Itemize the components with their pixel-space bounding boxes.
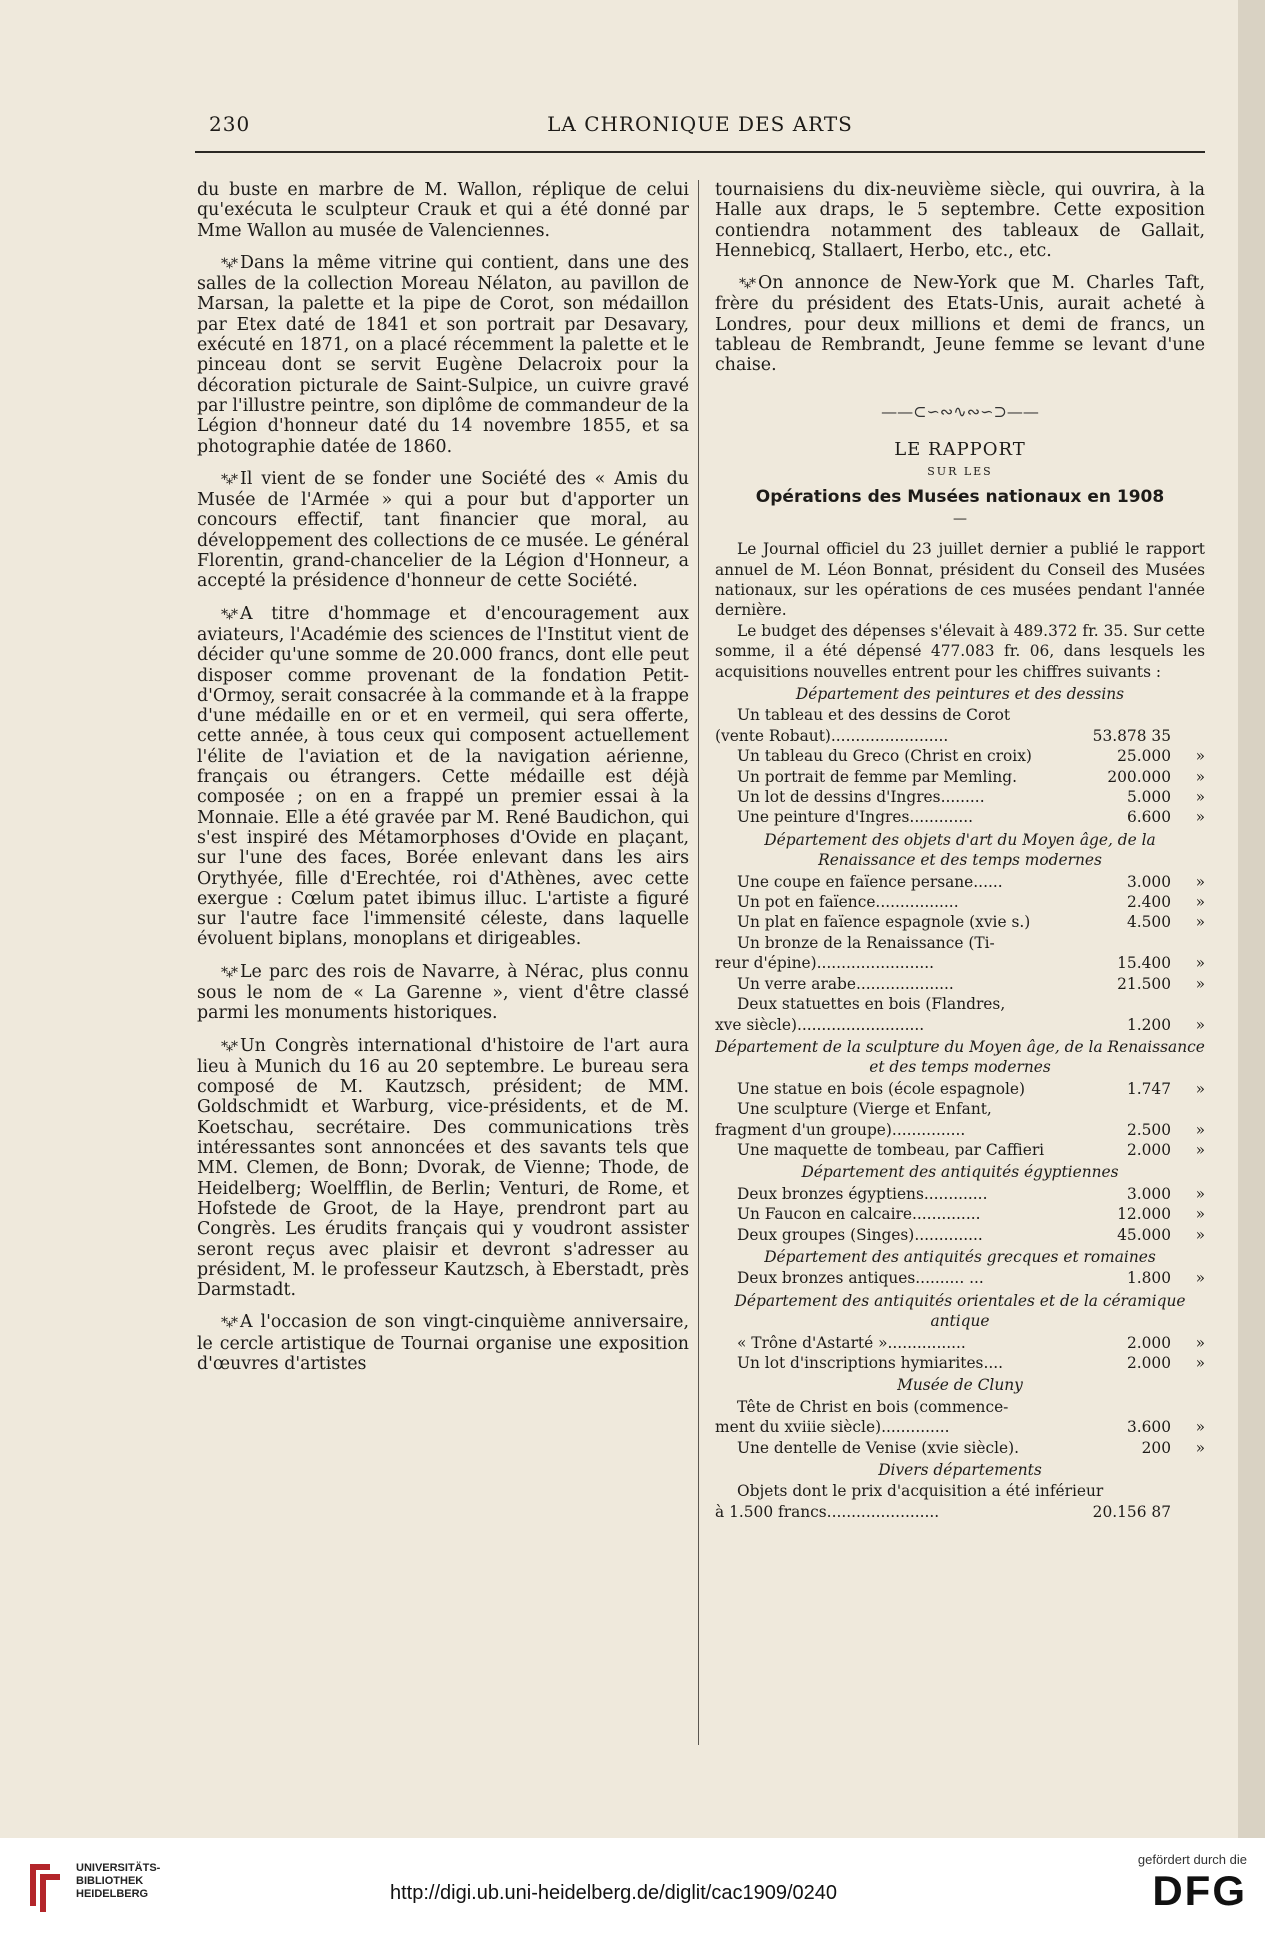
item-mark: » bbox=[1195, 767, 1205, 786]
item-label: fragment d'un groupe)............... bbox=[715, 1120, 966, 1139]
item-label: « Trône d'Astarté »................ bbox=[737, 1333, 966, 1352]
paragraph: *⁎* On annonce de New-York que M. Charles Taft, frère du président des Etats-Unis, aurait acheté à Londres, pour deux millions et demi de francs, un tableau de Rembrandt, Jeune femme se levant d'une chaise. bbox=[715, 273, 1205, 376]
item-mark: » bbox=[1195, 872, 1205, 891]
item-label: Deux bronzes antiques.......... ... bbox=[737, 1269, 984, 1288]
department-heading: Musée de Cluny bbox=[897, 1376, 1023, 1395]
acquisition-item bbox=[715, 1268, 1205, 1288]
paragraph: *⁎* Dans la même vitrine qui contient, dans une des salles de la collection Moreau Nélaton, au pavillon de Marsan, la palette et la pipe de Corot, son médaillon par Etex daté de 1841 et son portrait par Desavary, exécuté en 1871, on a placé récemment la palette et le pinceau dont se servit Eugène Delacroix pour la décoration picturale de Saint-Sulpice, un cuivre gravé par l'illustre peintre, son diplôme de commandeur de la Légion d'honneur daté du 14 novembre 1855, et sa photographie datée de 1860. bbox=[197, 252, 689, 457]
article-subtitle: SUR LES bbox=[927, 465, 993, 479]
item-label: xve siècle).......................... bbox=[715, 1015, 925, 1034]
acquisition-item bbox=[715, 767, 1205, 787]
page-edge bbox=[1238, 0, 1265, 1838]
asterism: *⁎* bbox=[221, 606, 236, 623]
column-separator bbox=[698, 180, 699, 1745]
item-label: Une coupe en faïence persane...... bbox=[737, 872, 1003, 891]
item-label-line: Une sculpture (Vierge et Enfant, bbox=[737, 1100, 992, 1119]
item-value: 3.000 bbox=[1126, 1184, 1171, 1203]
item-label-line: Tête de Christ en bois (commence- bbox=[737, 1397, 1009, 1416]
item-mark: » bbox=[1195, 913, 1205, 932]
item-value: 200 bbox=[1141, 1438, 1171, 1457]
acquisition-item bbox=[715, 994, 1205, 1014]
item-value: 20.156 87 bbox=[1092, 1502, 1171, 1521]
item-value: 5.000 bbox=[1126, 788, 1171, 807]
item-value: 53.878 35 bbox=[1092, 726, 1171, 745]
item-label-line: Un tableau et des dessins de Corot bbox=[737, 706, 1011, 725]
item-mark: » bbox=[1195, 1418, 1205, 1437]
asterism: *⁎* bbox=[221, 1315, 236, 1332]
dfg-wordmark: DFG bbox=[1152, 1867, 1247, 1914]
header-rule bbox=[195, 151, 1205, 153]
item-label: Un lot d'inscriptions hymiarites.... bbox=[737, 1354, 1004, 1372]
acquisition-item bbox=[715, 746, 1205, 766]
acquisition-item-cont bbox=[715, 1417, 1205, 1437]
item-label: reur d'épine)........................ bbox=[715, 954, 935, 973]
item-value: 15.400 bbox=[1117, 954, 1171, 973]
item-value: 1.800 bbox=[1126, 1269, 1171, 1288]
acquisition-item bbox=[715, 1225, 1205, 1245]
acquisition-item-cont bbox=[715, 953, 1205, 973]
item-mark: » bbox=[1195, 1269, 1205, 1288]
acquisition-item bbox=[715, 1397, 1205, 1417]
item-value: 3.000 bbox=[1126, 872, 1171, 891]
item-label: Une dentelle de Venise (xvie siècle). bbox=[737, 1438, 1020, 1457]
asterism: *⁎* bbox=[221, 964, 236, 981]
department-heading: Département des objets d'art du Moyen âge, de la Renaissance et des temps modernes bbox=[764, 830, 1156, 870]
acquisition-item bbox=[715, 1140, 1205, 1160]
item-label: Un tableau du Greco (Christ en croix) bbox=[737, 747, 1032, 766]
paragraph: *⁎* A titre d'hommage et d'encouragement aux aviateurs, l'Académie des sciences de l'Institut vient de décider qu'une somme de 20.000 francs, dont elle peut disposer comme provenant de la fondation Petit-d'Ormoy, serait consacrée à la commande et à la frappe d'une médaille en or et en vermeil, qui sera offerte, cette année, à tous ceux qui composent actuellement l'élite de l'aviation et de la navigation aérienne, français ou étrangers. Cette médaille est déjà composée ; on en a frappé un premier essai à la Monnaie. Elle a été gravée par M. René Baudichon, qui s'est inspiré des Métamorphoses d'Ovide en plaçant, sur l'une des faces, Borée enlevant dans les airs Orythyée, fille d'Erechtée, roi d'Athènes, avec cette exergue : Cœlum patet ibimus illuc. L'artiste a figuré sur l'autre face l'immensité céleste, dans laquelle évoluent biplans, monoplans et dirigeables. bbox=[197, 603, 689, 950]
item-mark: » bbox=[1195, 1120, 1205, 1139]
item-mark: » bbox=[1195, 1333, 1205, 1352]
item-mark: » bbox=[1195, 808, 1205, 827]
department-heading: Divers départements bbox=[878, 1461, 1042, 1480]
item-label-line: Un bronze de la Renaissance (Ti- bbox=[737, 933, 995, 952]
asterism: *⁎* bbox=[221, 255, 236, 272]
item-label: Un Faucon en calcaire.............. bbox=[737, 1205, 981, 1224]
acquisition-item bbox=[715, 872, 1205, 892]
paragraph: *⁎* Il vient de se fonder une Société des « Amis du Musée de l'Armée » qui a pour but d'apporter un concours effectif, tant financier que moral, au développement des collections de ce musée. Le général Florentin, grand-chancelier de la Légion d'Honneur, a accepté la présidence d'honneur de cette Société. bbox=[197, 468, 689, 592]
item-value: 4.500 bbox=[1126, 913, 1171, 932]
item-label: Un plat en faïence espagnole (xvie s.) bbox=[737, 913, 1031, 932]
acquisition-item bbox=[715, 807, 1205, 827]
asterism: *⁎* bbox=[739, 276, 754, 293]
acquisition-item-cont bbox=[715, 1015, 1205, 1035]
left-column bbox=[197, 180, 689, 1386]
item-value: 1.200 bbox=[1126, 1015, 1171, 1034]
item-mark: » bbox=[1195, 747, 1205, 766]
department-heading: Département des antiquités égyptiennes bbox=[801, 1163, 1119, 1182]
funded-by-label: gefördert durch die bbox=[1137, 1852, 1247, 1867]
footer-bar bbox=[0, 1838, 1265, 1937]
university-library-logo bbox=[20, 1856, 170, 1918]
item-mark: » bbox=[1195, 1354, 1205, 1372]
item-mark: » bbox=[1195, 1140, 1205, 1159]
article-title: LE RAPPORT bbox=[894, 438, 1026, 460]
item-label: Une peinture d'Ingres............. bbox=[737, 808, 974, 827]
acquisitions-list bbox=[715, 684, 1205, 1522]
item-mark: » bbox=[1195, 1438, 1205, 1457]
item-value: 2.000 bbox=[1126, 1333, 1171, 1352]
acquisition-item bbox=[715, 787, 1205, 807]
running-header bbox=[195, 112, 1205, 142]
department-heading: Département de la sculpture du Moyen âge, de la Renaissance et des temps modernes bbox=[715, 1037, 1205, 1077]
acquisition-item bbox=[715, 1438, 1205, 1458]
paragraph: *⁎* A l'occasion de son vingt-cinquième anniversaire, le cercle artistique de Tournai organise une exposition d'œuvres d'artistes bbox=[197, 1312, 689, 1375]
page-number: 230 bbox=[209, 112, 251, 136]
item-label: Un verre arabe.................... bbox=[737, 974, 954, 993]
item-mark: » bbox=[1195, 1079, 1205, 1098]
item-label: (vente Robaut)........................ bbox=[715, 726, 949, 745]
acquisition-item bbox=[715, 705, 1205, 725]
item-label: à 1.500 francs....................... bbox=[715, 1502, 940, 1521]
item-label: Une maquette de tombeau, par Caffieri bbox=[737, 1140, 1045, 1159]
item-value: 21.500 bbox=[1117, 974, 1171, 993]
item-mark: » bbox=[1195, 974, 1205, 993]
paragraph: Le Journal officiel du 23 juillet dernier a publié le rapport annuel de M. Léon Bonnat, président du Conseil des Musées nationaux, sur les opérations de ces musées pendant l'année dernière. bbox=[715, 540, 1205, 620]
item-mark: » bbox=[1195, 1015, 1205, 1034]
library-name: UNIVERSITÄTS- BIBLIOTHEK HEIDELBERG bbox=[76, 1862, 161, 1900]
item-label: ment du xviiie siècle).............. bbox=[715, 1418, 950, 1437]
department-heading: Département des peintures et des dessins bbox=[795, 685, 1125, 703]
item-value: 1.747 bbox=[1126, 1079, 1171, 1098]
acquisition-item bbox=[715, 1481, 1205, 1501]
dfg-logo bbox=[1138, 1852, 1247, 1915]
item-value: 2.000 bbox=[1126, 1354, 1171, 1372]
library-mark-icon bbox=[20, 1856, 70, 1916]
acquisition-item-cont bbox=[715, 726, 1205, 746]
item-mark: » bbox=[1195, 788, 1205, 807]
acquisition-item-cont bbox=[715, 1120, 1205, 1140]
department-heading: Département des antiquités grecques et romaines bbox=[764, 1247, 1156, 1266]
item-label-line: Objets dont le prix d'acquisition a été inférieur bbox=[737, 1482, 1104, 1501]
article-body bbox=[715, 539, 1205, 1522]
item-label: Un pot en faïence................. bbox=[737, 893, 959, 912]
acquisition-item bbox=[715, 933, 1205, 953]
right-column bbox=[715, 180, 1205, 1522]
item-value: 6.600 bbox=[1126, 808, 1171, 827]
acquisition-item bbox=[715, 1184, 1205, 1204]
item-mark: » bbox=[1195, 893, 1205, 912]
acquisition-item bbox=[715, 892, 1205, 912]
acquisition-item bbox=[715, 1333, 1205, 1353]
acquisition-item bbox=[715, 1079, 1205, 1099]
acquisition-item bbox=[715, 1204, 1205, 1224]
acquisition-item bbox=[715, 1353, 1205, 1373]
item-value: 3.600 bbox=[1126, 1418, 1171, 1437]
asterism: *⁎* bbox=[221, 1038, 236, 1055]
article-dash: — bbox=[953, 510, 967, 527]
journal-title: LA CHRONIQUE DES ARTS bbox=[547, 112, 853, 136]
acquisition-item bbox=[715, 974, 1205, 994]
ornament-divider: ——⊂∽∾∿∾∽⊃—— bbox=[881, 401, 1039, 421]
item-label-line: Deux statuettes en bois (Flandres, bbox=[737, 995, 1006, 1014]
asterism: *⁎* bbox=[221, 471, 236, 488]
article-heading: Opérations des Musées nationaux en 1908 bbox=[755, 486, 1165, 507]
paragraph: tournaisiens du dix-neuvième siècle, qui ouvrira, à la Halle aux draps, le 5 septembre. Cette exposition contiendra notamment des tableaux de Gallait, Hennebicq, Stallaert, Herbo, etc., etc. bbox=[715, 180, 1205, 261]
item-value: 2.000 bbox=[1126, 1140, 1171, 1159]
item-label: Un lot de dessins d'Ingres......... bbox=[737, 788, 985, 807]
item-mark: » bbox=[1195, 1205, 1205, 1224]
acquisition-item bbox=[715, 1099, 1205, 1119]
item-value: 2.400 bbox=[1126, 893, 1171, 912]
item-value: 12.000 bbox=[1117, 1205, 1171, 1224]
item-mark: » bbox=[1195, 954, 1205, 973]
item-value: 2.500 bbox=[1126, 1120, 1171, 1139]
item-mark: » bbox=[1195, 1184, 1205, 1203]
item-label: Deux groupes (Singes).............. bbox=[737, 1225, 983, 1244]
item-label: Un portrait de femme par Memling. bbox=[737, 767, 1018, 786]
item-value: 200.000 bbox=[1107, 767, 1171, 786]
item-mark: » bbox=[1195, 1225, 1205, 1244]
acquisition-item-cont bbox=[715, 1502, 1205, 1522]
paragraph: du buste en marbre de M. Wallon, réplique de celui qu'exécuta le sculpteur Crauk et qui a été donné par Mme Wallon au musée de Valenciennes. bbox=[197, 180, 689, 241]
item-value: 45.000 bbox=[1117, 1225, 1171, 1244]
item-label: Une statue en bois (école espagnole) bbox=[737, 1079, 1026, 1098]
permalink[interactable]: http://digi.ub.uni-heidelberg.de/diglit/cac1909/0240 bbox=[390, 1882, 837, 1904]
paragraph: *⁎* Un Congrès international d'histoire de l'art aura lieu à Munich du 16 au 20 septembre. Le bureau sera composé de M. Kautzsch, président; de MM. Goldschmidt et Warburg, vice-présidents, et de M. Koetschau, secrétaire. Des communications très intéressantes sont annoncées et des savants tels que MM. Clemen, de Bonn; Dvorak, de Vienne; Thode, de Heidelberg; Woelfflin, de Berlin; Venturi, de Rome, et Hofstede de Groot, de la Haye, prendront part au Congrès. Les érudits français qui y voudront assister seront reçus avec plaisir et devront s'adresser au président, M. le professeur Kautzsch, à Eberstadt, près Darmstadt. bbox=[197, 1035, 689, 1301]
item-label: Deux bronzes égyptiens............. bbox=[737, 1184, 988, 1203]
paragraph: *⁎* Le parc des rois de Navarre, à Nérac, plus connu sous le nom de « La Garenne », vient d'être classé parmi les monuments historiques. bbox=[197, 961, 689, 1024]
department-heading: Département des antiquités orientales et de la céramique antique bbox=[734, 1291, 1186, 1331]
acquisition-item bbox=[715, 912, 1205, 932]
paragraph: Le budget des dépenses s'élevait à 489.372 fr. 35. Sur cette somme, il a été dépensé 477.083 fr. 06, dans lesquels les acquisitions nouvelles entrent pour les chiffres suivants : bbox=[715, 621, 1205, 681]
item-value: 25.000 bbox=[1117, 747, 1171, 766]
